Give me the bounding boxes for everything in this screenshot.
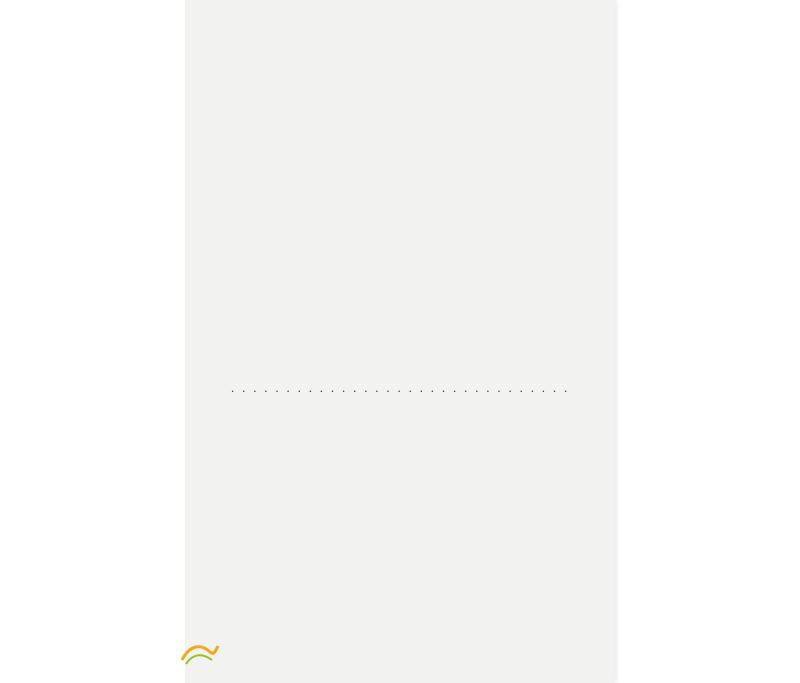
logo-swirl-icon (180, 638, 220, 668)
chapter-entry (228, 380, 573, 395)
book-page (185, 0, 615, 683)
leader-dots (231, 380, 570, 395)
